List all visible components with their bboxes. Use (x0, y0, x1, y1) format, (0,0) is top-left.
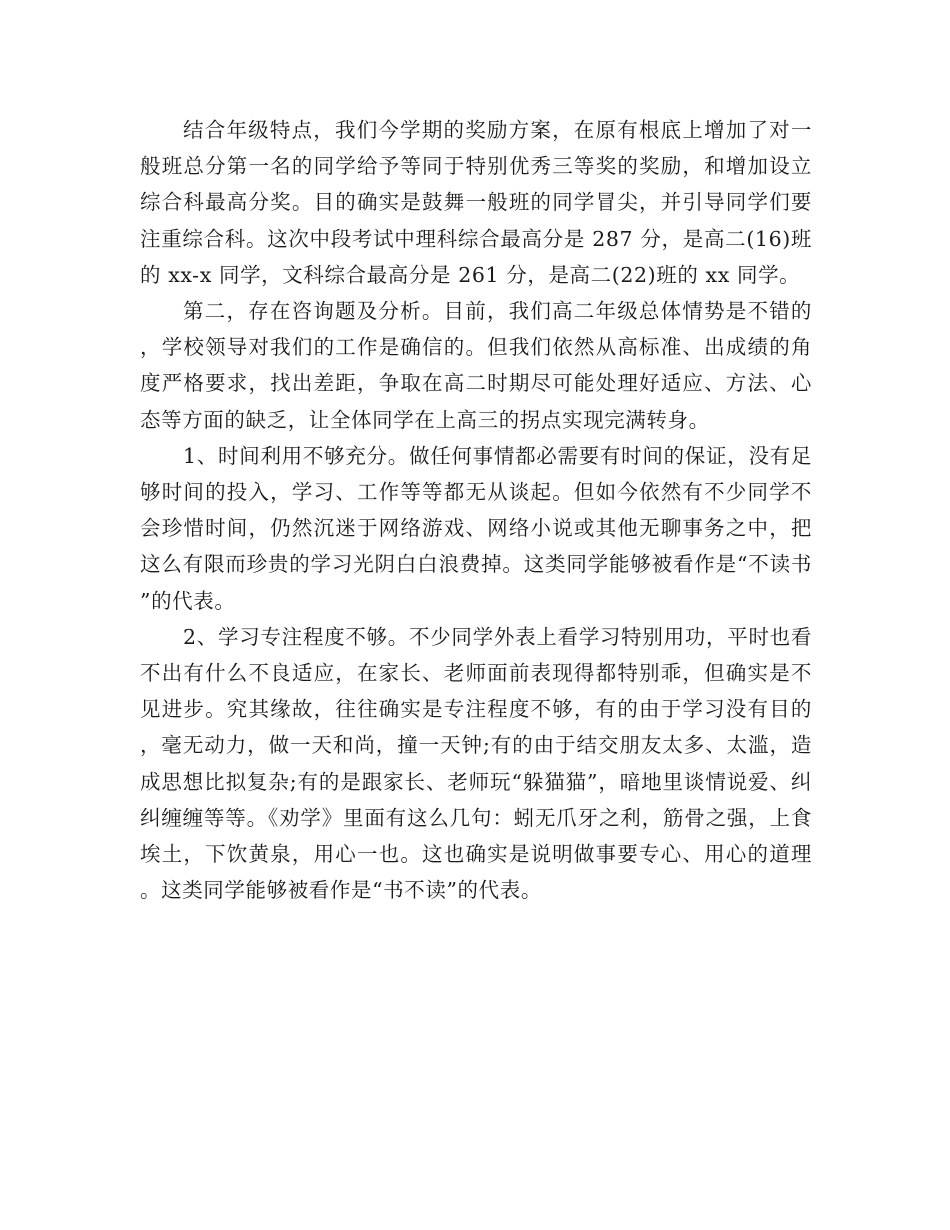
paragraph-problems-analysis: 第二，存在咨询题及分析。目前，我们高二年级总体情势是不错的，学校领导对我们的工作是确信的。但我们依然从高标准、出成绩的角度严格要求，找出差距，争取在高二时期尽可能处理好适应、方法、心态等方面的缺乏，让全体同学在上高三的拐点实现完满转身。 (140, 299, 812, 432)
paragraph-time-usage: 1、时间利用不够充分。做任何事情都必需要有时间的保证，没有足够时间的投入，学习、工作等等都无从谈起。但如今依然有不少同学不会珍惜时间，仍然沉迷于网络游戏、网络小说或其他无聊事务之中，把这么有限而珍贵的学习光阴白白浪费掉。这类同学能够被看作是“不读书”的代表。 (140, 443, 812, 613)
paragraph-focus-level: 2、学习专注程度不够。不少同学外表上看学习特别用功，平时也看不出有什么不良适应，在家长、老师面前表现得都特别乖，但确实是不见进步。究其缘故，往往确实是专注程度不够，有的由于学习没有目的，毫无动力，做一天和尚，撞一天钟;有的由于结交朋友太多、太滥，造成思想比拟复杂;有的是跟家长、老师玩“躲猫猫”，暗地里谈情说爱、纠纠缠缠等等。《劝学》里面有这么几句：蚓无爪牙之利，筋骨之强，上食埃土，下饮黄泉，用心一也。这也确实是说明做事要专心、用心的道理。这类同学能够被看作是“书不读”的代表。 (140, 624, 812, 903)
document-body (140, 112, 812, 908)
paragraph-grade-rewards: 结合年级特点，我们今学期的奖励方案，在原有根底上增加了对一般班总分第一名的同学给予等同于特别优秀三等奖的奖励，和增加设立综合科最高分奖。目的确实是鼓舞一般班的同学冒尖，并引导同学们要注重综合科。这次中段考试中理科综合最高分是 287 分，是高二(16)班的 xx-x 同学，文科综合最高分是 261 分，是高二(22)班的 xx 同学。 (140, 118, 812, 287)
